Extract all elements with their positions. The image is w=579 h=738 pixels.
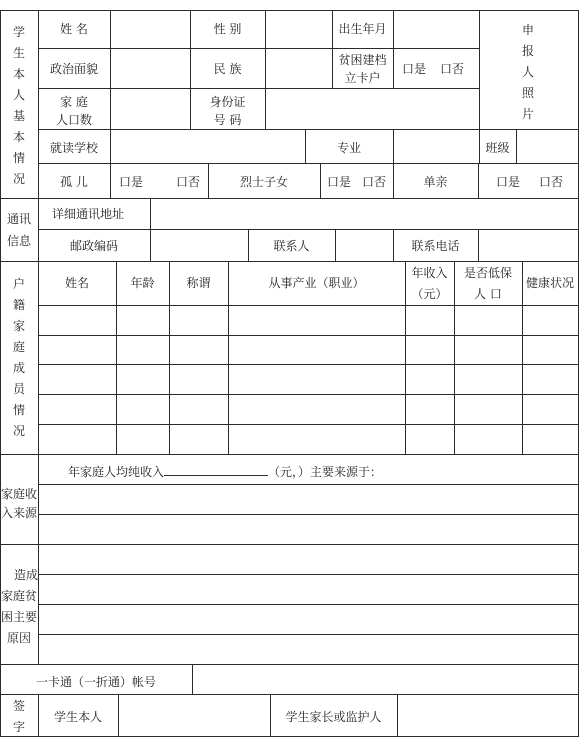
row-divider (0, 261, 579, 262)
class-field[interactable] (517, 130, 578, 163)
birth-label: 出生年月 (338, 22, 387, 36)
student-signature-field[interactable] (119, 695, 269, 736)
student-signature-label: 学生本人 (53, 710, 102, 724)
contact-person-field[interactable] (336, 230, 392, 261)
family-header-income-line2: （元） (411, 287, 448, 301)
poverty-cause-label-line2: 家庭贫 (0, 589, 37, 603)
bank-account-field[interactable] (193, 665, 578, 694)
school-label: 就读学校 (49, 141, 98, 155)
poverty-cause-label-line4: 原因 (6, 631, 31, 645)
poverty-registered-label-line1: 贫困建档 (338, 53, 387, 67)
family-members-table-body[interactable] (39, 306, 578, 454)
orphan-no-checkbox[interactable]: 口否 (176, 175, 201, 189)
income-section-label-line2: 入来源 (0, 506, 37, 520)
contact-section-label-line2: 信息 (6, 234, 31, 248)
major-field[interactable] (394, 130, 478, 163)
single-parent-label: 单亲 (423, 175, 448, 189)
signature-section-label-line1: 签 (12, 699, 25, 713)
gender-label: 性 别 (213, 22, 242, 36)
school-field[interactable] (111, 130, 304, 163)
household-size-label-line1: 家 庭 (60, 95, 88, 109)
phone-field[interactable] (479, 230, 578, 261)
poverty-no-checkbox[interactable]: 口否 (440, 62, 465, 76)
name-field[interactable] (111, 11, 189, 48)
family-header-name: 姓名 (64, 276, 89, 290)
col-divider (110, 163, 111, 198)
poverty-yes-checkbox[interactable]: 口是 (402, 62, 427, 76)
martyr-child-label: 烈士子女 (239, 175, 288, 189)
family-header-lowincome-line2: 人 口 (474, 287, 502, 301)
income-statement (68, 464, 382, 479)
class-label: 班级 (485, 141, 510, 155)
gender-field[interactable] (266, 11, 331, 48)
col-divider (0, 10, 1, 737)
poverty-registered-label-line2: 立卡户 (344, 71, 381, 85)
basic-info-section-label: 学生本人基本情况 (12, 25, 25, 186)
single-parent-no-checkbox[interactable]: 口否 (539, 175, 564, 189)
row-divider (38, 163, 579, 164)
postal-code-label: 邮政编码 (69, 239, 118, 253)
col-divider (478, 163, 479, 198)
political-status-field[interactable] (111, 49, 189, 88)
martyr-no-checkbox[interactable]: 口否 (362, 175, 387, 189)
income-source-field[interactable] (39, 485, 578, 544)
bank-account-label: 一卡通（一折通）帐号 (35, 675, 156, 689)
family-header-age: 年龄 (130, 276, 155, 290)
signature-section-label-line2: 字 (12, 720, 25, 734)
poverty-cause-field[interactable] (39, 545, 578, 664)
household-size-label-line2: 人口数 (55, 113, 92, 127)
political-status-label: 政治面貌 (49, 62, 98, 76)
income-text-suffix: （元，）主要来源于： (268, 465, 383, 479)
contact-person-label: 联系人 (273, 239, 310, 253)
family-header-health: 健康状况 (525, 276, 574, 290)
martyr-yes-checkbox[interactable]: 口是 (327, 175, 352, 189)
poverty-cause-label-line3: 困主要 (0, 610, 37, 624)
birth-field[interactable] (394, 11, 478, 48)
ethnicity-label: 民 族 (213, 62, 242, 76)
income-section-label-line1: 家庭收 (0, 487, 37, 501)
id-number-field[interactable] (266, 89, 478, 129)
row-divider (0, 736, 579, 737)
family-header-relation: 称谓 (186, 276, 211, 290)
phone-label: 联系电话 (411, 239, 460, 253)
single-parent-yes-checkbox[interactable]: 口是 (496, 175, 521, 189)
major-label: 专业 (336, 141, 361, 155)
family-section-label: 户籍家庭成员情况 (12, 277, 25, 438)
guardian-signature-field[interactable] (398, 695, 578, 736)
household-size-field[interactable] (111, 89, 189, 129)
col-divider (320, 163, 321, 198)
ethnicity-field[interactable] (266, 49, 331, 88)
family-header-occupation: 从事产业（职业） (268, 276, 365, 290)
poverty-cause-label-line1: 造成 (13, 568, 38, 582)
income-text-prefix: 年家庭人均纯收入 (68, 465, 165, 479)
orphan-label: 孤 儿 (60, 175, 88, 189)
orphan-yes-checkbox[interactable]: 口是 (119, 175, 144, 189)
id-number-label-line2: 号 码 (213, 113, 242, 127)
row-divider (0, 454, 579, 455)
guardian-signature-label: 学生家长或监护人 (285, 710, 382, 724)
postal-code-field[interactable] (151, 230, 247, 261)
row-divider (38, 48, 479, 49)
address-label: 详细通讯地址 (52, 207, 125, 221)
photo-label: 申报人照片 (521, 23, 534, 121)
per-capita-income-blank[interactable] (164, 464, 268, 476)
address-field[interactable] (151, 199, 578, 229)
name-label: 姓 名 (60, 22, 88, 36)
family-header-income-line1: 年收入 (411, 266, 448, 280)
contact-section-label-line1: 通讯 (6, 212, 31, 226)
photo-field[interactable] (480, 11, 578, 129)
family-header-lowincome-line1: 是否低保 (463, 266, 512, 280)
id-number-label-line1: 身份证 (209, 95, 246, 109)
